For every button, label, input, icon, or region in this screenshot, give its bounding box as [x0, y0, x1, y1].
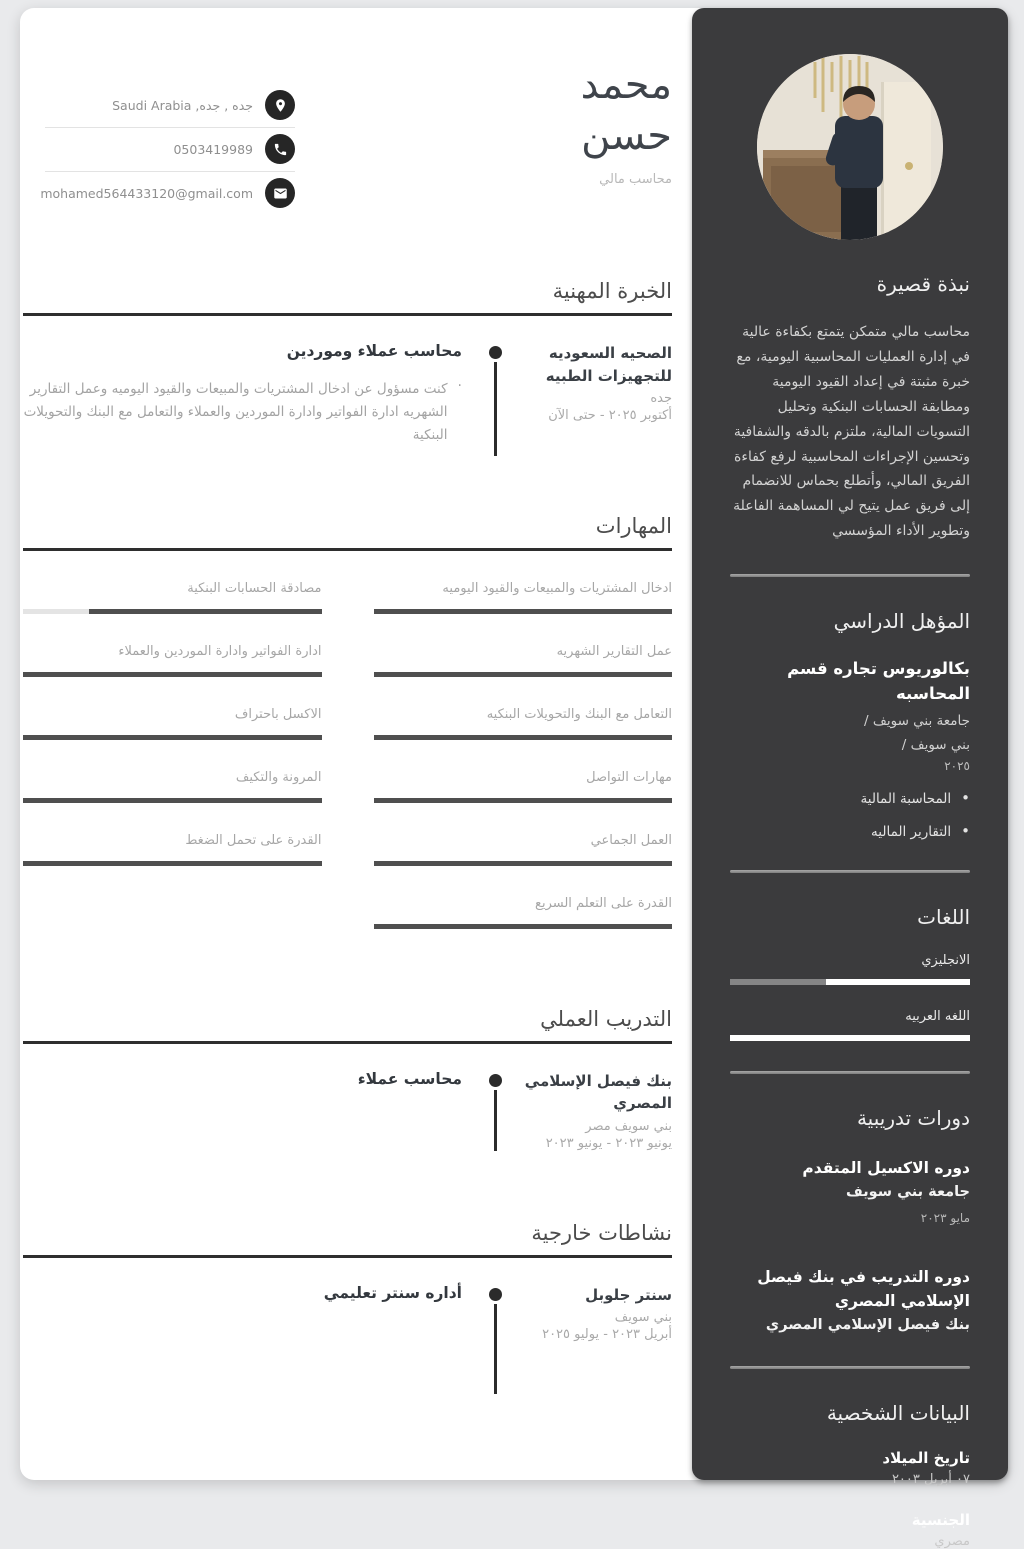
skill-item	[374, 833, 673, 866]
sidebar-divider	[730, 1071, 970, 1074]
sidebar-divider	[730, 870, 970, 873]
skill-level-fill	[23, 861, 322, 866]
personal-field	[730, 1511, 970, 1549]
experience-description	[23, 378, 462, 448]
section-activities	[23, 1221, 672, 1394]
activity-dates: أبريل ٢٠٢٣ - يوليو ٢٠٢٥	[542, 1327, 672, 1343]
skill-label: مصادقة الحسابات البنكية	[187, 580, 322, 596]
timeline	[488, 346, 502, 456]
education-degree: بكالوريوس تجاره قسم المحاسبه	[787, 659, 970, 703]
skill-level-bar	[374, 861, 673, 866]
education-bullet	[730, 789, 970, 807]
course-item	[730, 1156, 970, 1225]
bullet-icon: •	[961, 821, 970, 840]
envelope-icon	[265, 178, 295, 208]
education-university: جامعة بني سويف /	[864, 712, 970, 729]
skill-level-fill	[89, 609, 322, 614]
training-role: محاسب عملاء	[357, 1069, 462, 1088]
section-experience	[23, 279, 672, 456]
training-location: بني سويف مصر	[585, 1118, 672, 1134]
languages-title: اللغات	[917, 904, 970, 929]
skill-level-fill	[374, 924, 673, 929]
section-skills	[23, 514, 672, 929]
experience-section-title: الخبرة المهنية	[552, 279, 672, 303]
experience-location: جده	[650, 391, 672, 406]
skill-label: ادارة الفواتير وادارة الموردين والعملاء	[118, 643, 322, 659]
section-rule	[23, 1255, 672, 1258]
timeline-line	[494, 362, 497, 456]
skills-section-title: المهارات	[595, 513, 672, 538]
phone-number: 0503419989	[173, 141, 253, 157]
skill-label: مهارات التواصل	[586, 769, 672, 785]
education-title: المؤهل الدراسي	[833, 609, 970, 634]
profile-photo	[757, 54, 943, 240]
sidebar-section-about	[730, 272, 970, 577]
location-pin-icon	[265, 90, 295, 120]
education-location: بني سويف /	[901, 737, 970, 754]
about-text: محاسب مالي متمكن يتمتع بكفاءة عالية في إدارة العمليات المحاسبية اليومية، مع خبرة مثبتة في إعداد القيود اليومية ومطابقة الحسابات البنكية وتحليل التسويات المالية، ملتزم بالدقه والشفافية وتحسين الإجراءات المحاسبية لرفع كفاءة الفريق المالي، وأتطلع بحماس للانضمام إلى فريق عمل يتيح لي المساهمة الفاعلة وتطوير الأداء المؤسسي	[733, 324, 970, 540]
personal-field-label: الجنسية	[911, 1511, 970, 1530]
experience-details	[23, 342, 462, 456]
activity-org: سنتر جلوبل	[585, 1285, 672, 1304]
skill-item	[23, 833, 322, 866]
skill-item	[23, 581, 322, 614]
section-training	[23, 1007, 672, 1151]
language-level-bar	[730, 979, 970, 985]
personal-field	[730, 1449, 970, 1487]
activity-details	[23, 1284, 462, 1394]
personal-field-label: تاريخ الميلاد	[882, 1449, 970, 1468]
course-item	[730, 1265, 970, 1337]
training-dates: يونيو ٢٠٢٣ - يونيو ٢٠٢٣	[545, 1135, 672, 1151]
about-title: نبذة قصيرة	[876, 272, 970, 296]
skill-level-bar	[374, 672, 673, 677]
skill-level-fill	[374, 735, 673, 740]
skill-level-bar	[23, 735, 322, 740]
skill-label: العمل الجماعي	[590, 832, 672, 848]
course-name: دوره الاكسيل المتقدم	[802, 1158, 970, 1177]
education-bullets	[730, 789, 970, 840]
skill-level-fill	[374, 609, 673, 614]
contact-row-email	[40, 172, 295, 215]
timeline	[488, 1074, 502, 1151]
experience-role: محاسب عملاء وموردين	[286, 342, 462, 360]
training-entry	[23, 1070, 672, 1151]
profile-photo-illustration	[757, 54, 943, 240]
language-label: اللغه العربيه	[905, 1008, 970, 1024]
skill-item	[374, 581, 673, 614]
experience-meta	[522, 342, 672, 456]
education-bullet-label: التقارير الماليه	[871, 823, 952, 840]
contact-row-phone	[45, 128, 295, 172]
email-address: mohamed564433120@gmail.com	[40, 185, 253, 201]
skill-level-bar	[23, 672, 322, 677]
experience-company: الصحيه السعوديه للتجهيزات الطبيه	[545, 344, 672, 385]
timeline-dot	[489, 1074, 502, 1087]
training-meta	[522, 1070, 672, 1151]
skill-level-fill	[23, 798, 322, 803]
skill-label: المرونة والتكيف	[235, 769, 322, 785]
resume-card	[20, 8, 1008, 1549]
skill-label: التعامل مع البنك والتحويلات البنكيه	[486, 706, 672, 722]
course-org: بنك فيصل الإسلامي المصري	[765, 1316, 970, 1333]
timeline-dot	[489, 346, 502, 359]
skill-label: ادخال المشتريات والمبيعات والقيود اليوميه	[442, 580, 672, 596]
training-section-title: التدريب العملي	[540, 1006, 672, 1031]
language-level-fill	[826, 979, 970, 985]
sidebar-section-personal	[730, 1401, 970, 1549]
name-block	[579, 60, 672, 187]
personal-title: البيانات الشخصية	[826, 1401, 970, 1426]
courses-title: دورات تدريبية	[856, 1105, 970, 1130]
section-rule	[23, 548, 672, 551]
skill-level-bar	[374, 609, 673, 614]
skill-level-fill	[374, 798, 673, 803]
language-item	[730, 953, 970, 985]
resume-header	[23, 60, 672, 215]
sidebar-divider	[730, 1366, 970, 1369]
skill-label: الاكسل باحتراف	[234, 706, 322, 722]
course-name: دوره التدريب في بنك فيصل الإسلامي المصري	[757, 1267, 970, 1310]
sidebar-divider	[730, 574, 970, 577]
skill-label: القدرة على التعلم السريع	[535, 895, 672, 911]
skill-level-fill	[23, 672, 322, 677]
skill-item	[23, 770, 322, 803]
activity-role: أداره سنتر تعليمي	[323, 1283, 462, 1302]
skill-level-bar	[374, 798, 673, 803]
timeline-dot	[489, 1288, 502, 1301]
skill-level-bar	[374, 924, 673, 929]
course-org: جامعة بني سويف	[845, 1183, 970, 1200]
phone-icon	[265, 134, 295, 164]
experience-dates: أكتوبر ٢٠٢٥ - حتى الآن	[548, 408, 672, 423]
main-column	[20, 8, 692, 1480]
timeline-line	[494, 1090, 497, 1151]
section-rule	[23, 1041, 672, 1044]
skill-level-bar	[23, 609, 322, 614]
section-rule	[23, 313, 672, 316]
skill-item	[374, 770, 673, 803]
experience-description-text: كنت مسؤول عن ادخال المشتريات والمبيعات والقيود اليوميه وعمل التقارير الشهريه ادارة الفواتير وادارة الموردين والعملاء والتعامل مع البنك والتحويلات البنكية	[23, 381, 448, 444]
candidate-name-line2: حسن	[581, 113, 672, 160]
location-text: جده , جده, Saudi Arabia	[112, 97, 253, 113]
skill-label: القدرة على تحمل الضغط	[185, 832, 322, 848]
candidate-job-title: محاسب مالي	[599, 172, 672, 188]
sidebar-section-courses	[730, 1106, 970, 1370]
language-item	[730, 1009, 970, 1041]
candidate-name-line1: محمد	[580, 62, 672, 108]
bullet-icon: ·	[457, 378, 462, 394]
language-level-bar	[730, 1035, 970, 1041]
personal-field-value: مصري	[934, 1534, 970, 1549]
activity-meta	[522, 1284, 672, 1394]
training-company: بنك فيصل الإسلامي المصري	[524, 1071, 672, 1113]
skill-level-bar	[23, 861, 322, 866]
bullet-icon: •	[961, 788, 970, 807]
skill-level-bar	[374, 735, 673, 740]
activity-location: بني سويف	[614, 1310, 672, 1326]
skill-label: عمل التقارير الشهريه	[556, 643, 672, 659]
language-level-fill	[730, 1035, 970, 1041]
timeline-line	[494, 1304, 497, 1394]
skill-level-fill	[374, 672, 673, 677]
skill-level-fill	[374, 861, 673, 866]
skill-level-bar	[23, 798, 322, 803]
contact-block	[40, 84, 295, 215]
education-bullet-label: المحاسبة المالية	[860, 790, 952, 807]
sidebar-section-languages	[730, 905, 970, 1074]
skill-item	[374, 896, 673, 929]
sidebar-section-education	[730, 609, 970, 873]
skill-item	[374, 707, 673, 740]
activities-section-title: نشاطات خارجية	[531, 1220, 672, 1245]
course-date: مايو ٢٠٢٣	[920, 1210, 970, 1225]
personal-field-value: ٠٧ أبريل ٢٠٠٣	[891, 1472, 970, 1488]
education-year: ٢٠٢٥	[944, 758, 970, 773]
skill-item	[23, 707, 322, 740]
timeline	[488, 1288, 502, 1394]
experience-entry	[23, 342, 672, 456]
training-details	[23, 1070, 462, 1151]
skills-grid	[23, 581, 672, 929]
language-label: الانجليزي	[921, 952, 970, 968]
sidebar	[692, 8, 1008, 1549]
skill-item	[374, 644, 673, 677]
activity-entry	[23, 1284, 672, 1394]
skill-level-fill	[23, 735, 322, 740]
skill-item	[23, 644, 322, 677]
contact-row-location	[45, 84, 295, 128]
education-bullet	[730, 822, 970, 840]
